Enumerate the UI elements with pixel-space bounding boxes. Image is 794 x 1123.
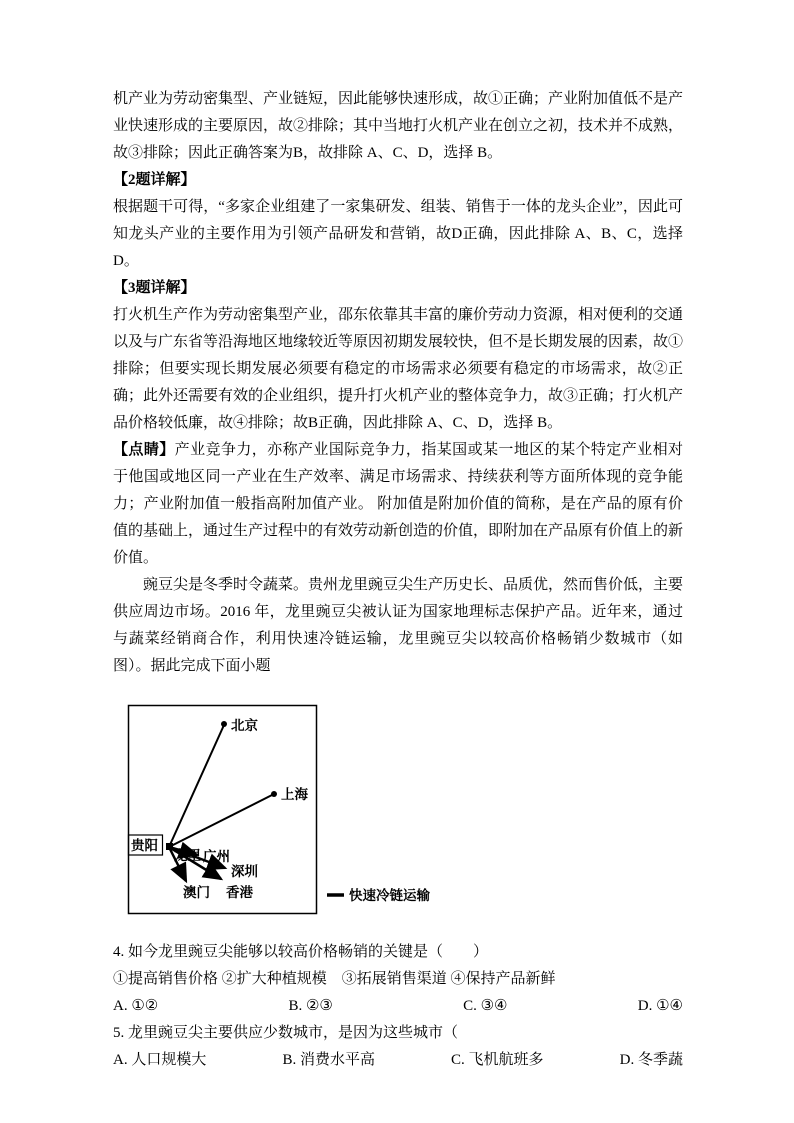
question-5-stem: 5. 龙里豌豆尖主要供应少数城市，是因为这些城市（: [113, 1025, 459, 1041]
question-4-options: [113, 993, 683, 1020]
route-line-shanghai: [169, 794, 274, 847]
city-dot-beijing: [221, 721, 227, 727]
city-label-beijing: 北京: [231, 718, 258, 733]
option-5a: A. 人口规模大: [113, 1052, 207, 1068]
option-4a: A. ①②: [113, 998, 159, 1014]
option-5c: C. 飞机航班多: [451, 1052, 544, 1068]
city-label-shenzhen: 深圳: [231, 864, 258, 879]
cold-chain-map: [127, 704, 472, 919]
question-4-items: ①提高销售价格 ②扩大种植规模 ③拓展销售渠道 ④保持产品新鲜: [113, 971, 556, 987]
city-label-guangzhou: 广州: [203, 849, 230, 864]
city-label-aomen: 澳门: [183, 885, 210, 900]
city-label-xianggang: 香港: [226, 885, 253, 900]
city-label-longli: 龙里: [174, 848, 201, 863]
section-heading-q2: 【2题详解】: [113, 172, 196, 188]
route-line-beijing: [169, 725, 224, 847]
key-point-label: 【点睛】: [113, 442, 175, 458]
answer-explanation-q1: 机产业为劳动密集型、产业链短，因此能够快速形成，故①正确；产业附加值低不是产业快速形成的主要原因，故②排除；其中当地打火机产业在创立之初，技术并不成熟，故③排除；因此正确答案为B，故排除 A、C、D，选择 B。: [113, 91, 684, 161]
question-4-stem: 4. 如今龙里豌豆尖能够以较高价格畅销的关键是（ ）: [113, 944, 489, 960]
key-point-paragraph: [113, 437, 683, 572]
city-dot-shanghai: [271, 791, 277, 797]
option-4c: C. ③④: [463, 998, 508, 1014]
option-5d: D. 冬季蔬: [619, 1052, 683, 1068]
question-5: [113, 1020, 683, 1074]
question-5-options: [113, 1047, 683, 1074]
key-point-text: 产业竞争力，亦称产业国际竞争力，指某国或某一地区的某个特定产业相对于他国或地区同一产业在生产效率、满足市场需求、持续获利等方面所体现的竞争能力；产业附加值一般指高附加值产业。 附加值是附加价值的简称，是在产品的原有价值的基础上，通过生产过程中的有效劳动新创造的价值，即附加在产品原有价值上的新价值。: [113, 442, 684, 566]
option-5b: B. 消费水平高: [282, 1052, 375, 1068]
city-label-guiyang: 贵阳: [131, 838, 158, 853]
map-border: [129, 706, 317, 914]
section-heading-q3: 【3题详解】: [113, 280, 196, 296]
option-4d: D. ①④: [637, 998, 683, 1014]
answer-explanation-q2: 根据题干可得，“多家企业组建了一家集研发、组装、销售于一体的龙头企业”，因此可知龙头产业的主要作用为引领产品研发和营销，故D正确，因此排除 A、B、C，选择 D。: [113, 199, 683, 269]
intro-paragraph: 豌豆尖是冬季时令蔬菜。贵州龙里豌豆尖生产历史长、品质优，然而售价低，主要供应周边市场。2016 年，龙里豌豆尖被认证为国家地理标志保护产品。近年来，通过与蔬菜经销商合作，利用快速冷链运输，龙里豌豆尖以较高价格畅销少数城市（如图）。据此完成下面小题: [113, 577, 684, 674]
legend-label: 快速冷链运输: [349, 888, 430, 903]
city-label-shanghai: 上海: [281, 787, 308, 802]
option-4b: B. ②③: [288, 998, 333, 1014]
document-content: [113, 86, 683, 1074]
question-4: [113, 939, 683, 1020]
map-figure: [127, 704, 683, 919]
city-dot-longli: [166, 843, 173, 850]
answer-explanation-q3: 打火机生产作为劳动密集型产业，邵东依靠其丰富的廉价劳动力资源，相对便利的交通以及与广东省等沿海地区地缘较近等原因初期发展较快，但不是长期发展的因素，故①排除；但要实现长期发展必须要有稳定的市场需求必须要有稳定的市场需求，故②正确；此外还需要有效的企业组织，提升打火机产业的整体竞争力，故③正确；打火机产品价格较低廉，故④排除；故B正确，因此排除 A、C、D，选择 B。: [113, 307, 684, 431]
